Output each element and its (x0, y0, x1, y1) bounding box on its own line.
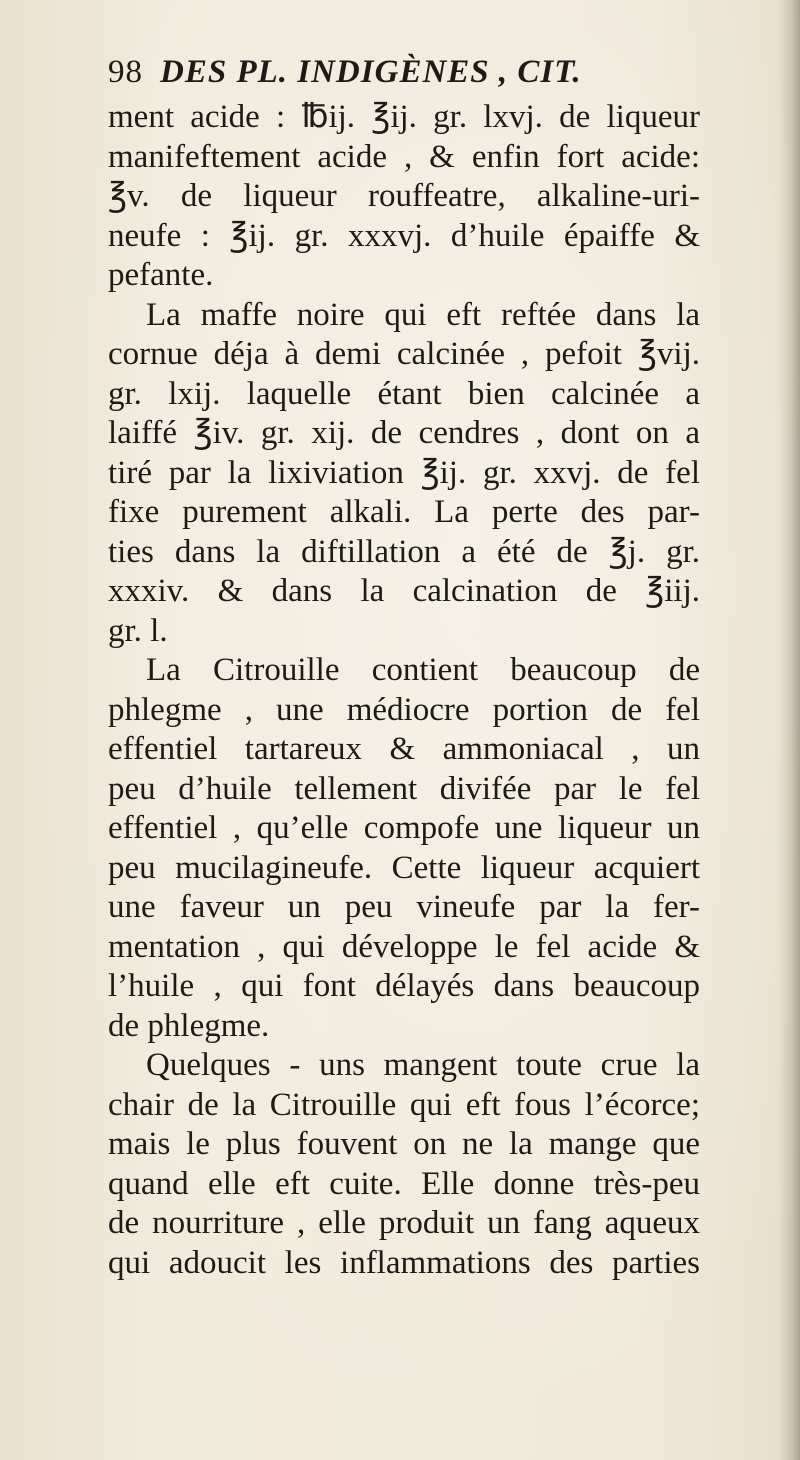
text-line: peu d’huile tellement divifée par le fel (108, 770, 700, 807)
text-line: laiffé ℥iv. gr. xij. de cendres , dont on a (108, 415, 700, 451)
text-line: une faveur un peu vineufe par la fer- (108, 889, 700, 925)
text-line: ℥v. de liqueur rouffeatre, alkaline-uri- (108, 178, 700, 214)
paragraph-first-line: La Citrouille contient beaucoup de (146, 652, 700, 688)
text-line: neufe : ℥ij. gr. xxxvj. d’huile épaiffe & (108, 217, 700, 254)
page-edge-shadow (778, 0, 800, 1460)
text-line: gr. l. (108, 612, 168, 649)
text-line: fixe purement alkali. La perte des par- (108, 494, 700, 530)
text-line: effentiel tartareux & ammoniacal , un (108, 731, 700, 767)
text-line: l’huile , qui font délayés dans beaucoup (108, 968, 700, 1004)
text-line: effentiel , qu’elle compofe une liqueur un (108, 810, 700, 846)
text-line: ment acide : ℔ij. ℥ij. gr. lxvj. de liqueur (108, 99, 700, 135)
paragraph-first-line: La maffe noire qui eft reftée dans la (146, 296, 700, 333)
text-line: cornue déja à demi calcinée , pefoit ℥vij. (108, 336, 700, 372)
text-line: de phlegme. (108, 1007, 270, 1044)
text-line: de nourriture , elle produit un fang aqueux (108, 1205, 700, 1241)
text-line: phlegme , une médiocre portion de fel (108, 691, 700, 728)
text-line: tiré par la lixiviation ℥ij. gr. xxvj. de fel (108, 454, 700, 491)
text-line: mais le plus fouvent on ne la mange que (108, 1126, 700, 1162)
text-line: chair de la Citrouille qui eft fous l’écorce; (108, 1086, 700, 1123)
text-line: mentation , qui développe le fel acide & (108, 928, 700, 965)
text-line: gr. lxij. laquelle étant bien calcinée a (108, 375, 700, 412)
page-header (108, 54, 688, 98)
text-line: peu mucilagineufe. Cette liqueur acquiert (108, 849, 700, 886)
text-line: manifeftement acide , & enfin fort acide: (108, 138, 700, 175)
body-text (108, 98, 700, 1283)
text-line: quand elle eft cuite. Elle donne très-peu (108, 1165, 700, 1202)
text-line: xxxiv. & dans la calcination de ℥iij. (108, 573, 700, 609)
text-line: pefante. (108, 257, 214, 293)
text-line: qui adoucit les inflammations des parties (108, 1244, 700, 1281)
text-line: ties dans la diftillation a été de ℥j. gr. (108, 533, 700, 570)
page-number: 98 (108, 54, 143, 90)
paragraph-first-line: Quelques - uns mangent toute crue la (146, 1047, 700, 1083)
running-title: DES PL. INDIGÈNES , CIT. (160, 54, 582, 90)
